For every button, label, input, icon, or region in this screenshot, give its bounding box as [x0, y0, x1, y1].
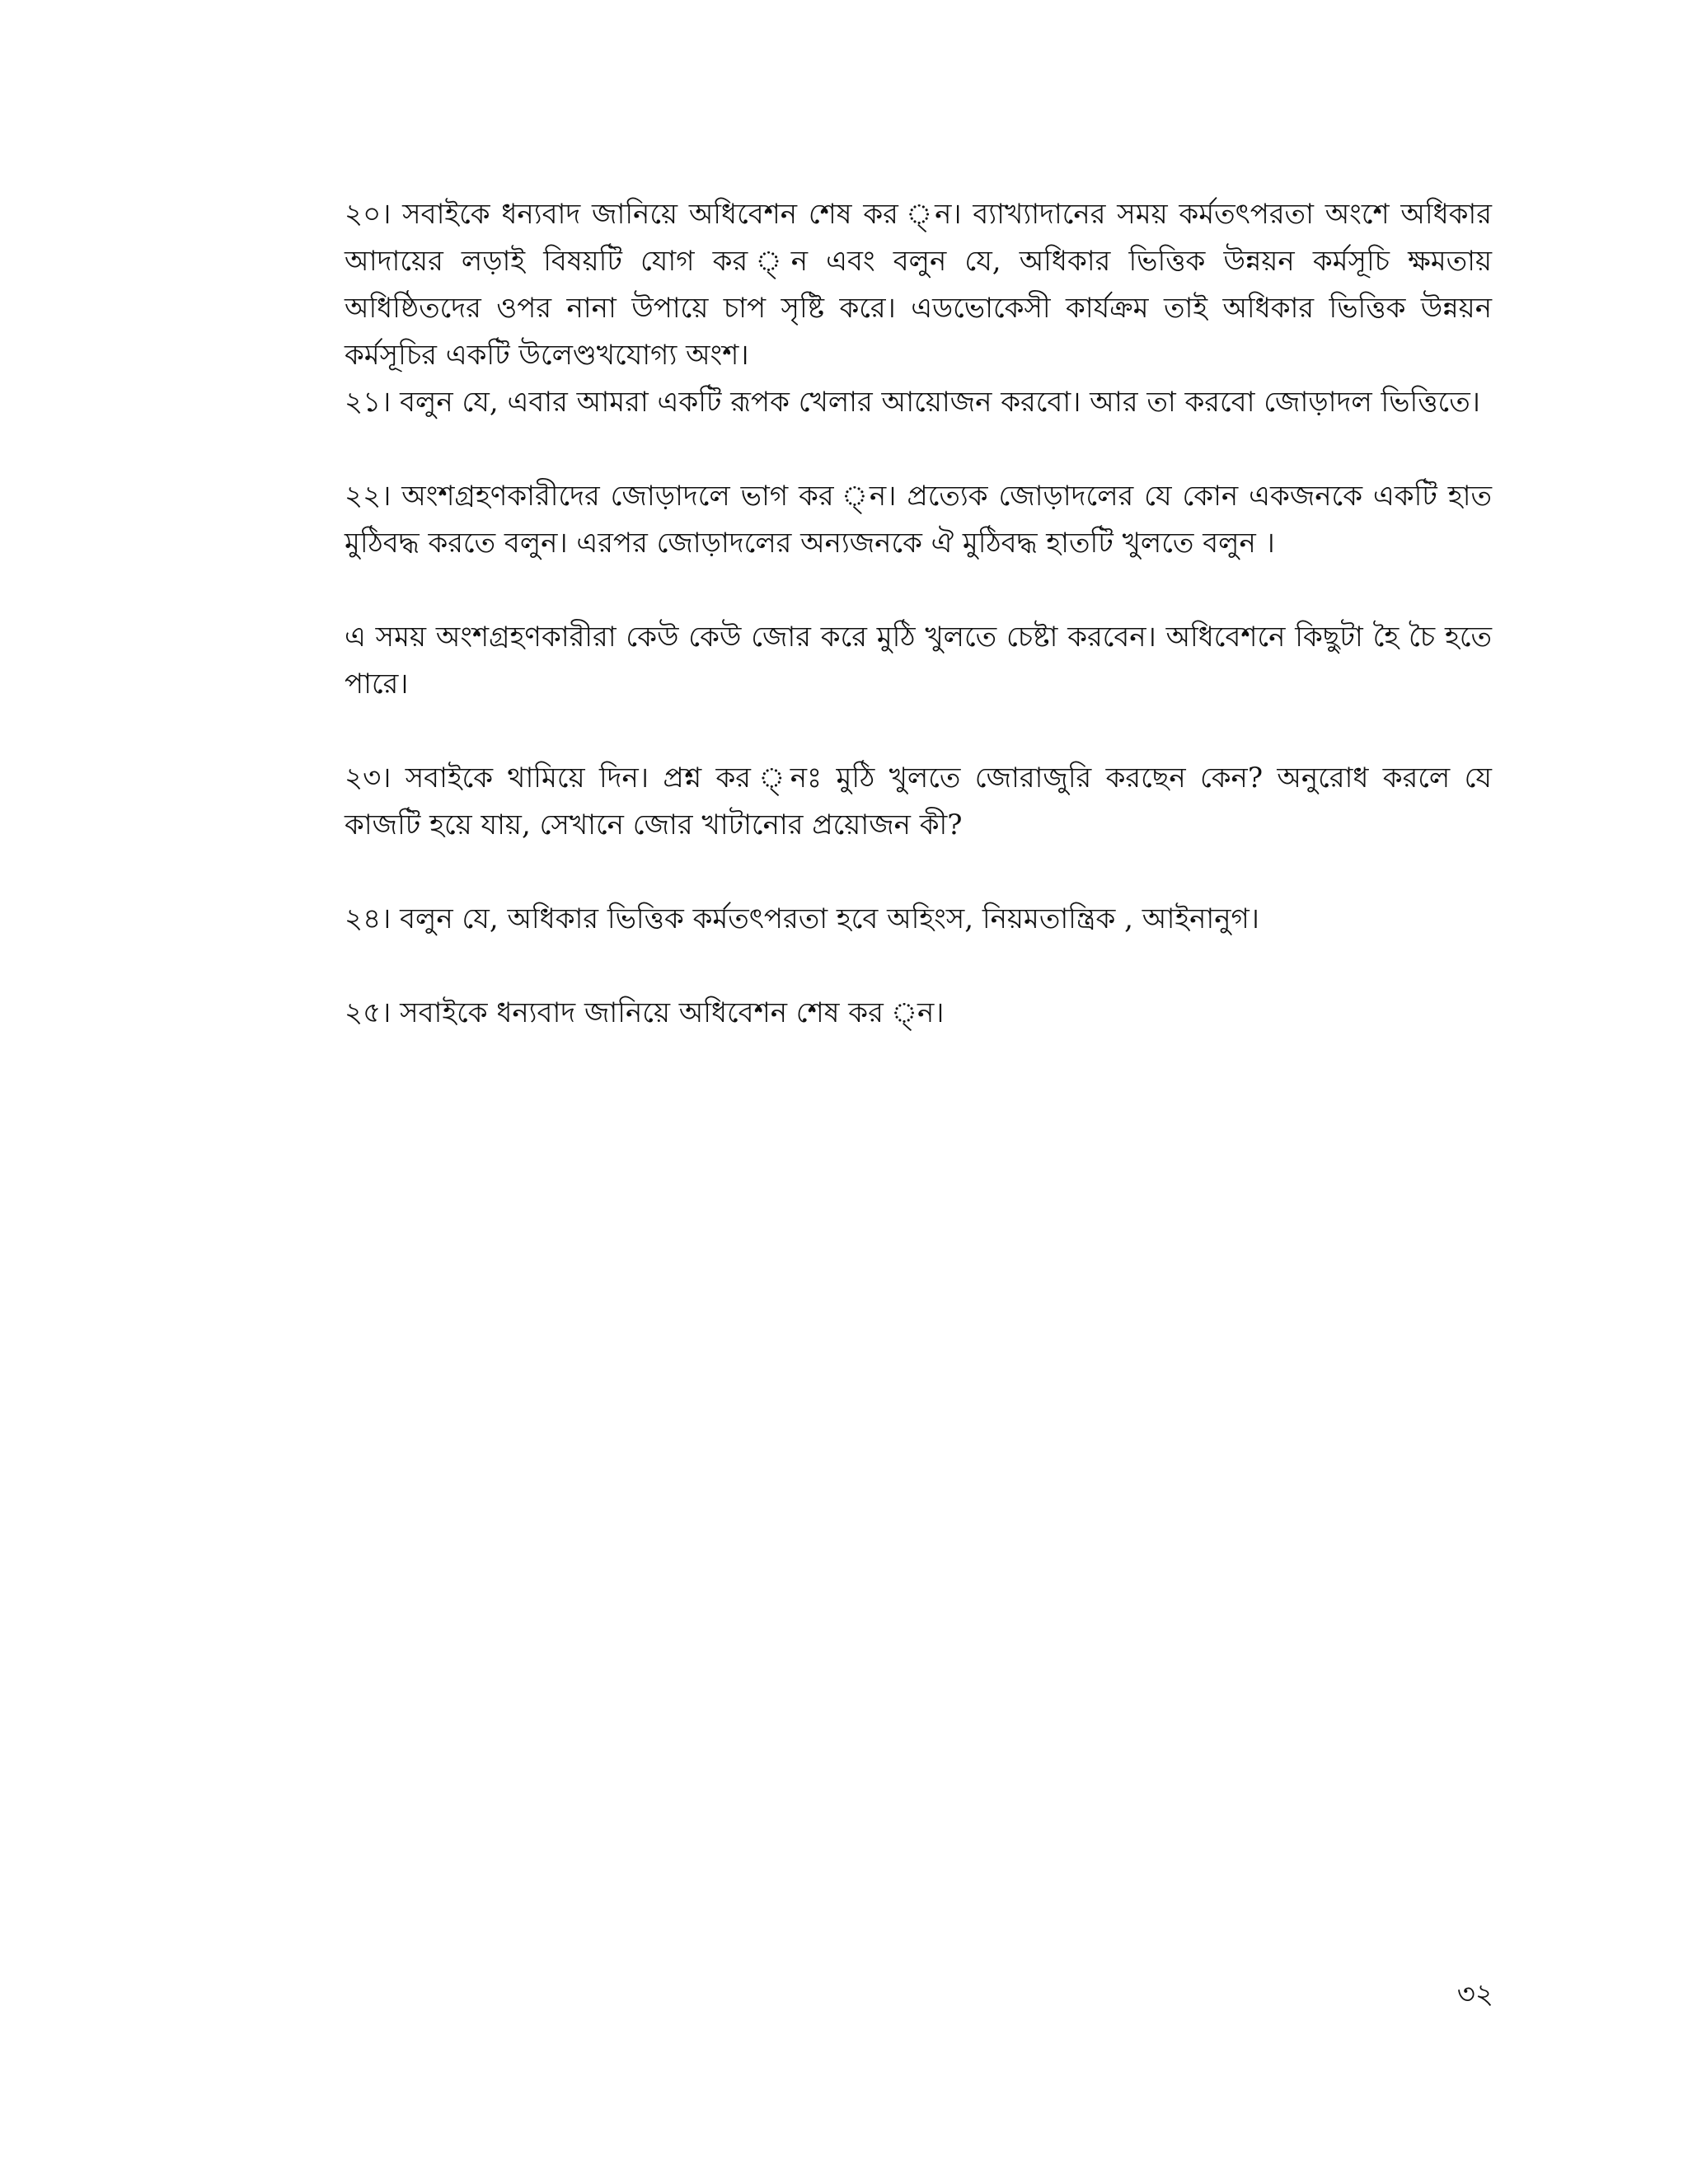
- body-text: [345, 191, 1492, 1037]
- paragraph-24: ২৪। বলুন যে, অধিকার ভিত্তিক কর্মতৎপরতা হবে অহিংস, নিয়মতান্ত্রিক , আইনানুগ।: [345, 902, 1259, 935]
- paragraph-22: ২২। অংশগ্রহণকারীদের জোড়াদলে ভাগ কর ্ন। প্রত্যেক জোড়াদলের যে কোন একজনকে একটি হাত মুঠিবদ্ধ করতে বলুন। এরপর জোড়াদলের অন্যজনকে ঐ মুঠিবদ্ধ হাতটি খুলতে বলুন ।: [345, 480, 1492, 560]
- paragraph-20: ২০। সবাইকে ধন্যবাদ জানিয়ে অধিবেশন শেষ কর ্ন। ব্যাখ্যাদানের সময় কর্মতৎপরতা অংশে অধিকার আদায়ের লড়াই বিষয়টি যোগ কর ্ন এবং বলুন যে, অধিকার ভিত্তিক উন্নয়ন কর্মসূচি ক্ষমতায় অধিষ্ঠিতদের ওপর নানা উপায়ে চাপ সৃষ্টি করে। এডভোকেসী কার্যক্রম তাই অধিকার ভিত্তিক উন্নয়ন কর্মসূচির একটি উলেণ্ডখযোগ্য অংশ।: [345, 198, 1492, 372]
- paragraph-gap: [345, 708, 1492, 755]
- paragraph-gap: [345, 943, 1492, 990]
- paragraph-21: ২১। বলুন যে, এবার আমরা একটি রূপক খেলার আয়োজন করবো। আর তা করবো জোড়াদল ভিত্তিতে।: [345, 386, 1480, 419]
- paragraph-gap: [345, 849, 1492, 896]
- paragraph-gap: [345, 567, 1492, 614]
- paragraph-25: ২৫। সবাইকে ধন্যবাদ জানিয়ে অধিবেশন শেষ কর ্ন।: [345, 996, 945, 1029]
- page-number: ৩২: [1456, 1978, 1493, 2011]
- paragraph-22-note: এ সময় অংশগ্রহণকারীরা কেউ কেউ জোর করে মুঠি খুলতে চেষ্টা করবেন। অধিবেশনে কিছুটা হৈ চৈ হতে পারে।: [345, 621, 1492, 701]
- paragraph-gap: [345, 426, 1492, 473]
- paragraph-23: ২৩। সবাইকে থামিয়ে দিন। প্রশ্ন কর ্নঃ মুঠি খুলতে জোরাজুরি করছেন কেন? অনুরোধ করলে যে কাজটি হয়ে যায়, সেখানে জোর খাটানোর প্রয়োজন কী?: [345, 762, 1492, 841]
